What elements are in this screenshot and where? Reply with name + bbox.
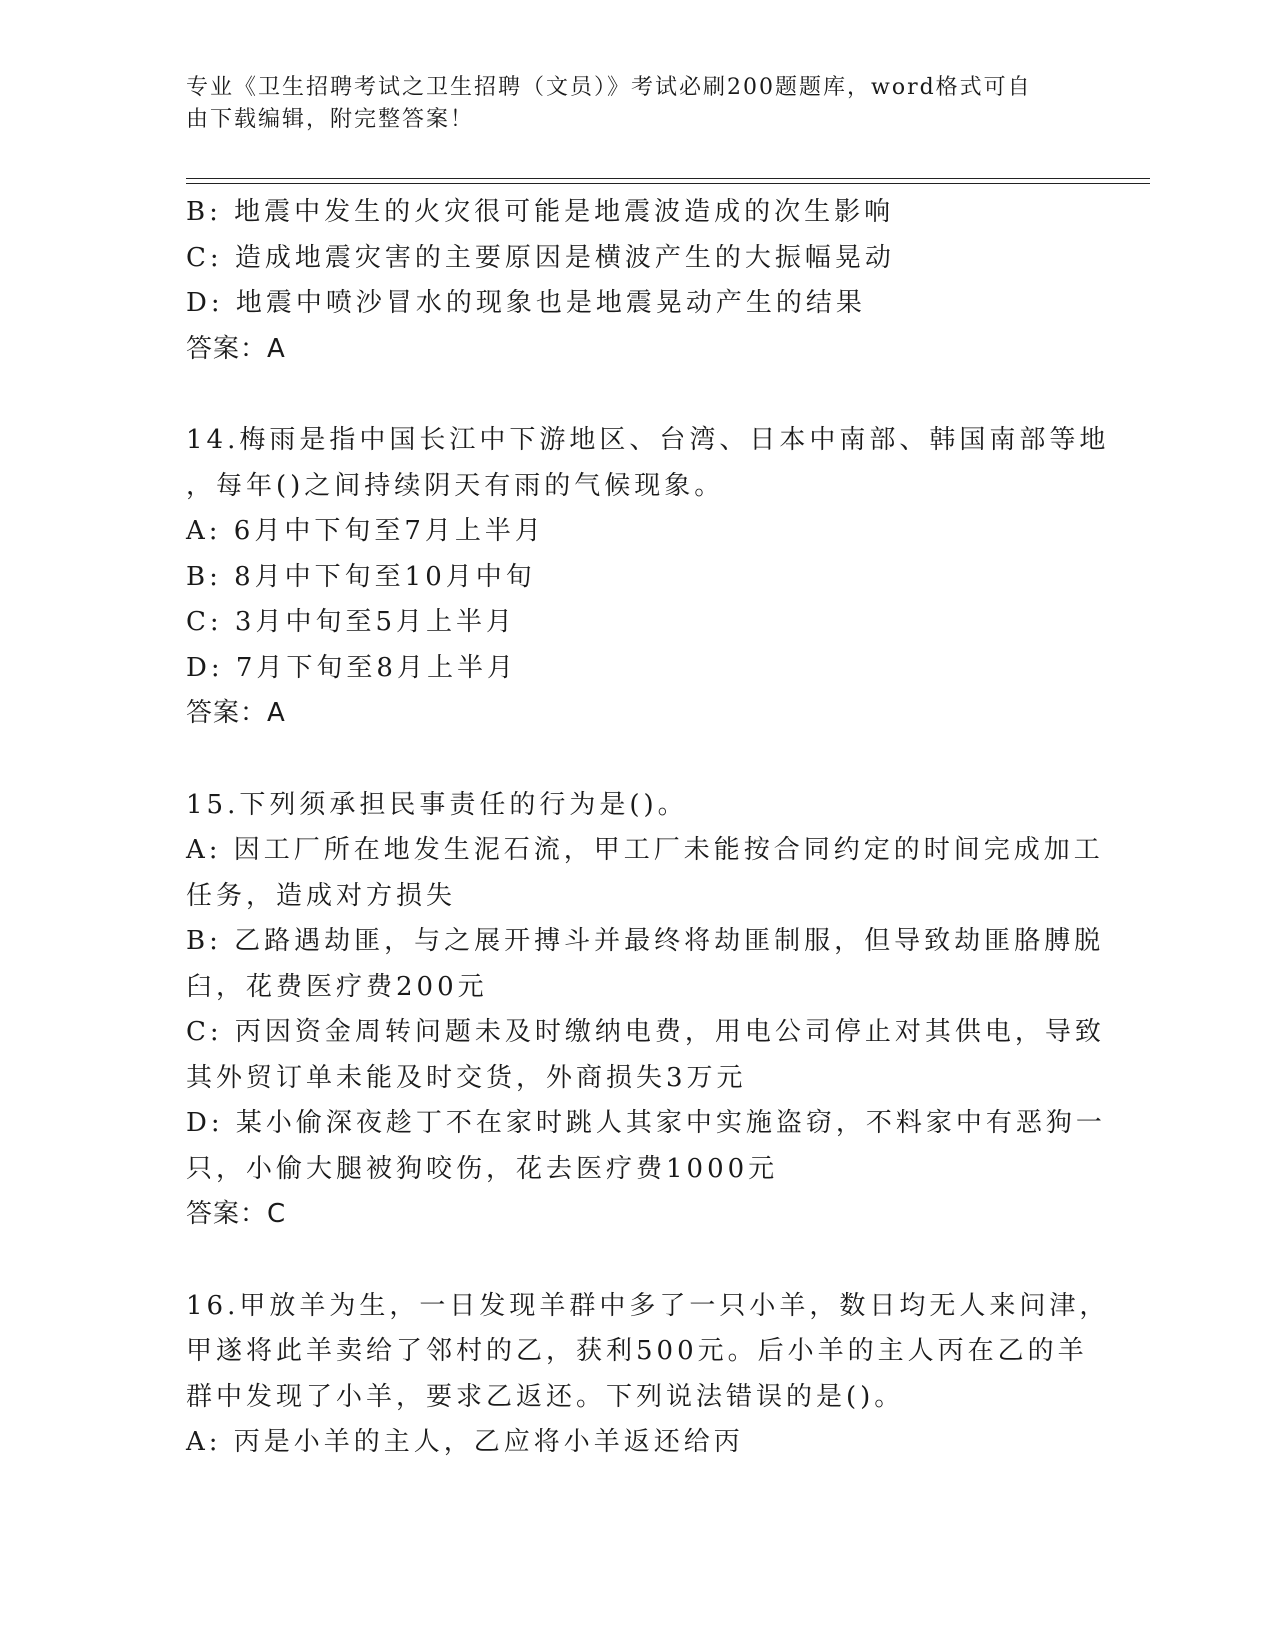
question-15-answer: 答案：C: [186, 1199, 287, 1229]
question-16-stem-line-1: 16.甲放羊为生，一日发现羊群中多了一只小羊，数日均无人来问津，: [186, 1290, 1110, 1321]
question-14-option-b: B: 8月中下旬至10月中旬: [186, 561, 536, 592]
header-divider-bottom: [186, 183, 1150, 184]
question-15-option-a-line-1: A: 因工厂所在地发生泥石流，甲工厂未能按合同约定的时间完成加工: [186, 835, 1104, 865]
question-14-answer: 答案：A: [186, 698, 286, 728]
question-13-option-b: B: 地震中发生的火灾很可能是地震波造成的次生影响: [186, 197, 895, 227]
question-13-option-c: C: 造成地震灾害的主要原因是横波产生的大振幅晃动: [186, 242, 895, 273]
question-13-option-d: D: 地震中喷沙冒水的现象也是地震晃动产生的结果: [186, 288, 866, 318]
question-14: [186, 418, 1110, 737]
header-line-2: 由下载编辑，附完整答案！: [186, 107, 475, 132]
question-13-answer: 答案：A: [186, 333, 286, 364]
question-15-stem: 15.下列须承担民事责任的行为是()。: [186, 789, 688, 820]
question-15-option-a-line-2: 任务，造成对方损失: [186, 880, 457, 911]
question-15: [186, 783, 1106, 1238]
question-15-option-d-line-1: D: 某小偷深夜趁丁不在家时跳人其家中实施盗窃，不料家中有恶狗一: [186, 1108, 1106, 1138]
question-14-option-c: C: 3月中旬至5月上半月: [186, 607, 517, 637]
question-16-option-a: A: 丙是小羊的主人，乙应将小羊返还给丙: [186, 1427, 744, 1457]
question-14-option-d: D: 7月下旬至8月上半月: [186, 652, 517, 683]
question-15-option-c-line-1: C: 丙因资金周转问题未及时缴纳电费，用电公司停止对其供电，导致: [186, 1017, 1105, 1047]
spacer: [186, 372, 1086, 418]
question-14-option-a: A: 6月中下旬至7月上半月: [186, 516, 545, 546]
question-16-stem-line-3: 群中发现了小羊，要求乙返还。下列说法错误的是()。: [186, 1381, 905, 1412]
question-15-option-b-line-1: B: 乙路遇劫匪，与之展开搏斗并最终将劫匪制服，但导致劫匪胳膊脱: [186, 926, 1105, 956]
document-body: [186, 190, 1110, 1466]
question-13: [186, 190, 1086, 372]
question-14-stem-line-1: 14.梅雨是指中国长江中下游地区、台湾、日本中南部、韩国南部等地: [186, 425, 1110, 455]
document-header: [186, 72, 1066, 136]
spacer: [186, 1238, 1086, 1284]
question-15-option-d-line-2: 只，小偷大腿被狗咬伤，花去医疗费1000元: [186, 1153, 779, 1184]
header-line-1: 专业《卫生招聘考试之卫生招聘（文员）》考试必刷200题题库，word格式可自: [186, 75, 1032, 100]
question-14-stem-line-2: ，每年()之间持续阴天有雨的气候现象。: [186, 470, 725, 501]
question-16: [186, 1284, 1110, 1466]
spacer: [186, 737, 1086, 783]
question-16-stem-line-2: 甲遂将此羊卖给了邻村的乙，获利500元。后小羊的主人丙在乙的羊: [186, 1336, 1088, 1366]
question-15-option-b-line-2: 臼，花费医疗费200元: [186, 971, 488, 1002]
question-15-option-c-line-2: 其外贸订单未能及时交货，外商损失3万元: [186, 1062, 747, 1093]
header-divider-top: [186, 178, 1150, 179]
